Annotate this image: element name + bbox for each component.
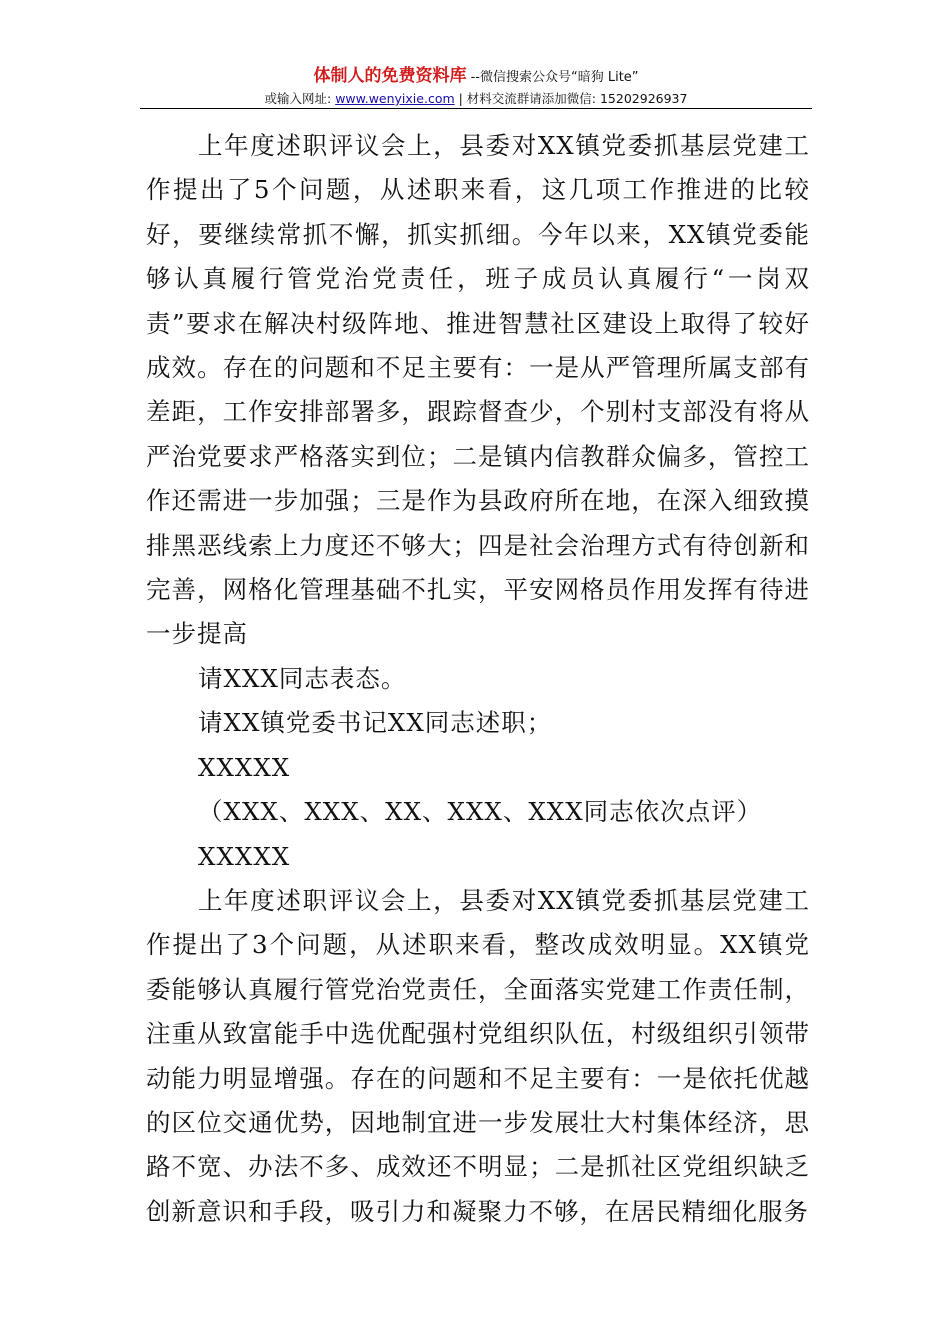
header-brand: 体制人的免费资料库 bbox=[313, 66, 467, 86]
header-divider bbox=[140, 108, 812, 109]
header-subtitle: --微信搜索公众号“暗狗 Lite” bbox=[466, 70, 639, 85]
paragraph: XXXXX bbox=[198, 752, 291, 782]
paragraph: （XXX、XXX、XX、XXX、XXX同志依次点评） bbox=[198, 797, 763, 827]
header-url-prefix: 或输入网址: bbox=[264, 91, 336, 106]
paragraph: 请XXX同志表态。 bbox=[198, 663, 407, 693]
header-line-2 bbox=[140, 90, 812, 108]
header-contact: | 材料交流群请添加微信: 15202926937 bbox=[454, 91, 688, 106]
paragraph: 上年度述职评议会上，县委对XX镇党委抓基层党建工作提出了5个问题，从述职来看，这几项工作推进的比较好，要继续常抓不懈，抓实抓细。今年以来，XX镇党委能够认真履行管党治党责任，班子成员认真履行“一岗双责”要求在解决村级阵地、推进智慧社区建设上取得了较好成效。存在的问题和不足主要有：一是从严管理所属支部有差距，工作安排部署多，跟踪督查少，个别村支部没有将从严治党要求严格落实到位；二是镇内信教群众偏多，管控工作还需进一步加强；三是作为县政府所在地，在深入细致摸排黑恶线索上力度还不够大；四是社会治理方式有待创新和完善，网格化管理基础不扎实，平安网格员作用发挥有待进一步提高 bbox=[146, 131, 810, 649]
page-header bbox=[140, 66, 812, 108]
paragraph: 请XX镇党委书记XX同志述职； bbox=[198, 708, 553, 738]
header-line-1 bbox=[140, 66, 812, 88]
paragraph: 上年度述职评议会上，县委对XX镇党委抓基层党建工作提出了3个问题，从述职来看，整改成效明显。XX镇党委能够认真履行管党治党责任，全面落实党建工作责任制，注重从致富能手中选优配强村党组织队伍，村级组织引领带动能力明显增强。存在的问题和不足主要有：一是依托优越的区位交通优势，因地制宜进一步发展壮大村集体经济，思路不宽、办法不多、成效还不明显；二是抓社区党组织缺乏创新意识和手段，吸引力和凝聚力不够，在居民精细化服务 bbox=[146, 885, 810, 1226]
paragraph: XXXXX bbox=[198, 841, 291, 871]
header-url-link[interactable]: www.wenyixie.com bbox=[335, 91, 455, 106]
document-body bbox=[146, 124, 810, 1234]
